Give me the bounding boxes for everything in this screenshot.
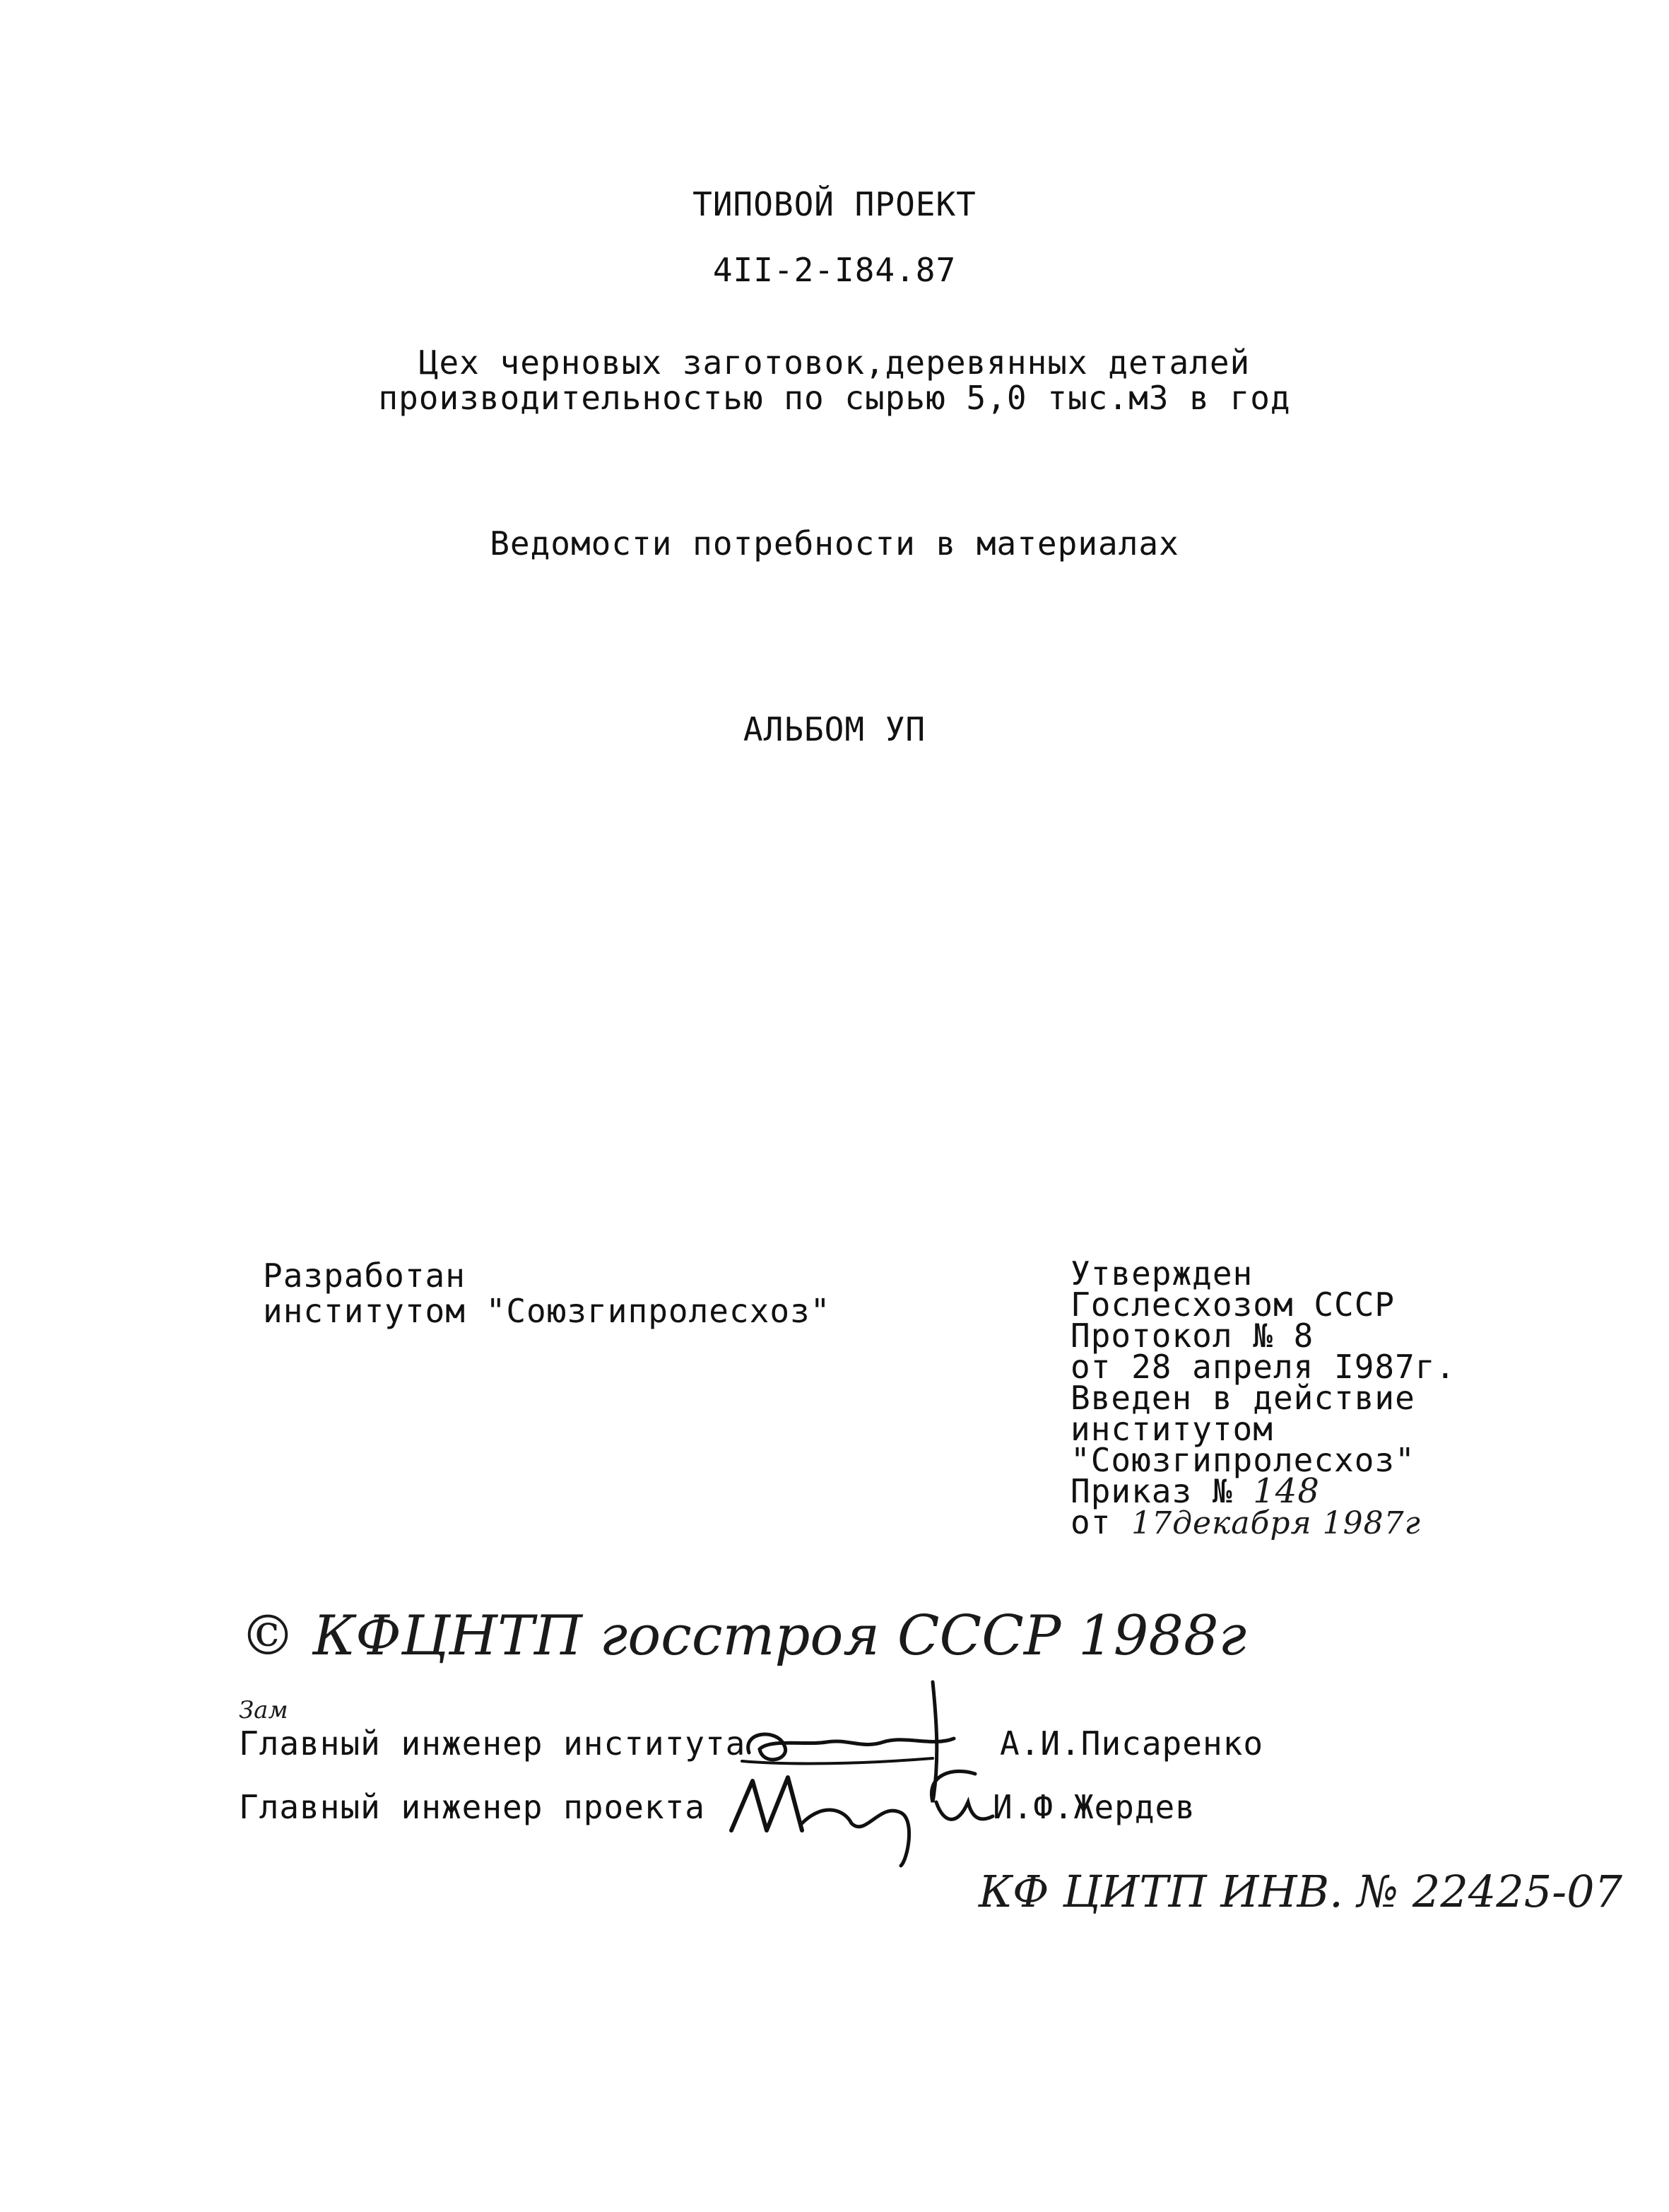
order-date-handwritten: 17декабря 1987г <box>1131 1505 1421 1541</box>
approved-line-1: Утвержден <box>1071 1254 1254 1293</box>
deputy-note-handwritten: Зам <box>239 1696 288 1724</box>
approved-line-2: Гослесхозом СССР <box>1071 1286 1396 1324</box>
approved-line-8 <box>1071 1471 1456 1511</box>
chief-engineer-project-label: Главный инженер проекта <box>239 1788 705 1826</box>
approved-line-3: Протокол № 8 <box>1071 1317 1314 1355</box>
chief-engineer-institute-name: А.И.Писаренко <box>1000 1724 1264 1763</box>
approved-line-9 <box>1071 1503 1456 1541</box>
project-number: 4II-2-I84.87 <box>712 251 957 289</box>
chief-engineer-institute-label: Главный инженер института <box>239 1724 746 1763</box>
document-subtitle: Ведомости потребности в материалах <box>490 524 1179 563</box>
order-number-handwritten: 148 <box>1253 1471 1320 1511</box>
document-type-label: ТИПОВОЙ ПРОЕКТ <box>692 185 977 223</box>
order-label: Приказ № <box>1071 1472 1233 1510</box>
album-label: АЛЬБОМ УП <box>743 710 926 748</box>
inventory-handwritten-note: КФ ЦИТП ИНВ. № 22425-07 <box>979 1866 1622 1917</box>
approved-line-5: Введен в действие <box>1071 1379 1415 1417</box>
project-signature <box>724 1760 1007 1866</box>
document-title <box>0 345 1669 416</box>
approved-line-4: от 28 апреля I987г. <box>1071 1348 1456 1386</box>
approved-block <box>1071 1254 1456 1541</box>
title-line-2: производительностью по сырью 5,0 тыс.м3 в год <box>378 379 1291 417</box>
order-date-label: от <box>1071 1503 1111 1541</box>
copyright-handwritten-note: © КФЦНТП госстроя СССР 1988г <box>240 1604 1247 1668</box>
title-line-1: Цех черновых заготовок,деревянных деталей <box>418 343 1251 382</box>
developed-line-2: институтом "Союзгипролесхоз" <box>263 1292 831 1330</box>
approved-line-6: институтом <box>1071 1410 1273 1448</box>
chief-engineer-project-name: И.Ф.Жердев <box>993 1788 1196 1826</box>
developed-line-1: Разработан <box>263 1257 466 1295</box>
developed-by-block <box>263 1258 830 1329</box>
approved-line-7: "Союзгипролесхоз" <box>1071 1441 1415 1479</box>
